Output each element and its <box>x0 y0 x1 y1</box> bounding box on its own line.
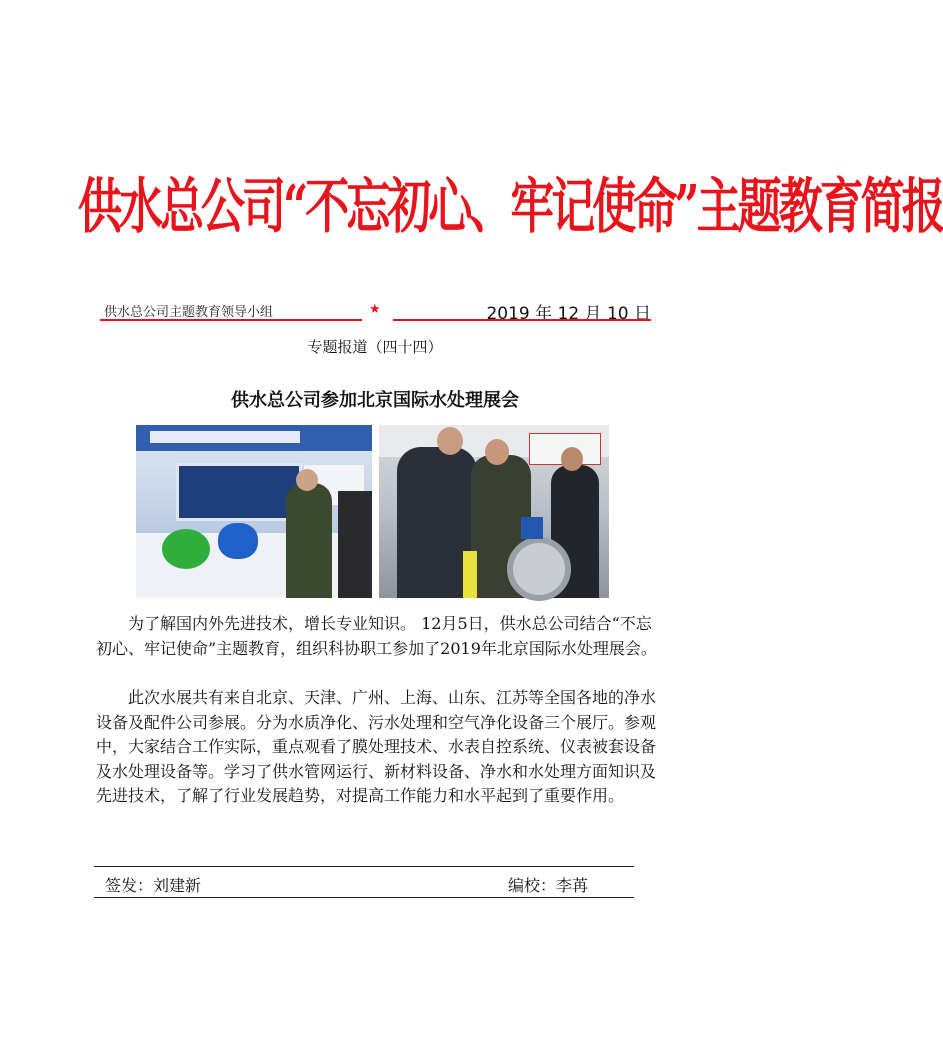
footer-rule-top <box>94 866 634 867</box>
issuer-name: 供水总公司主题教育领导小组 <box>104 305 274 320</box>
article-title: 供水总公司参加北京国际水处理展会 <box>231 390 519 411</box>
signer: 签发：刘建新 <box>105 876 202 895</box>
masthead-title: 供水总公司“不忘初心、牢记使命”主题教育简报 <box>78 172 943 242</box>
exhibition-photo-right <box>379 425 609 598</box>
star-icon: ★ <box>369 302 381 317</box>
issue-date: 2019 年 12 月 10 日 <box>486 304 651 324</box>
article-paragraph-1: 为了解国内外先进技术，增长专业知识。 12月5日，供水总公司结合“不忘初心、牢记使命”主题教育，组织科协职工参加了2019年北京国际水处理展会。 <box>96 614 657 658</box>
footer-rule-bottom <box>94 897 634 898</box>
exhibition-photo-left <box>136 425 372 598</box>
header-rule-left <box>100 319 362 321</box>
column-title: 专题报道（四十四） <box>307 338 443 356</box>
editor: 编校：李苒 <box>508 876 589 895</box>
article-paragraph-2: 此次水展共有来自北京、天津、广州、上海、山东、江苏等全国各地的净水设备及配件公司参展。分为水质净化、污水处理和空气净化设备三个展厅。参观中，大家结合工作实际，重点观看了膜处理技术、水表自控系统、仪表被套设备及水处理设备等。学习了供水管网运行、新材料设备、净水和水处理方面知识及先进技术，了解了行业发展趋势，对提高工作能力和水平起到了重要作用。 <box>96 688 657 805</box>
header-rule-right <box>393 319 651 321</box>
